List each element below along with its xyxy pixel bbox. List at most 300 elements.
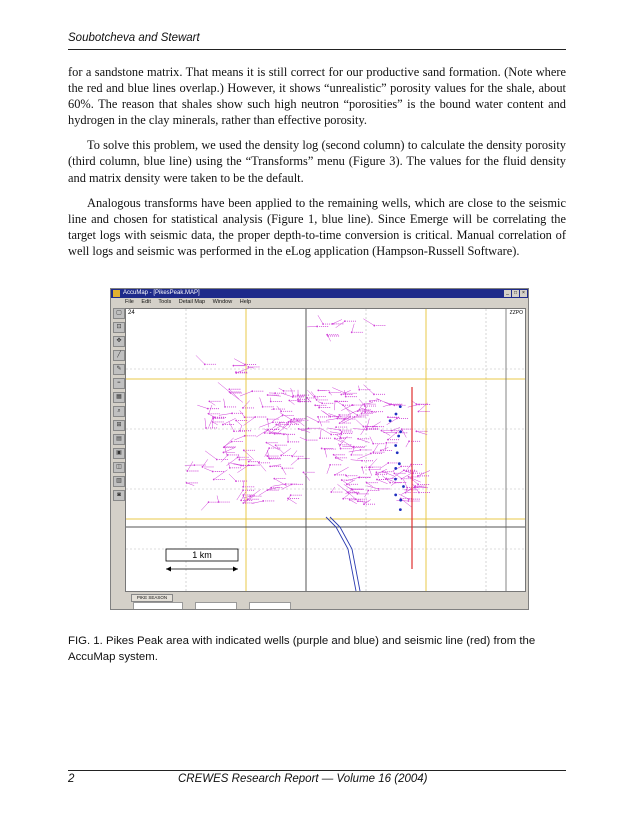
well-trajectory [259,422,273,427]
blue-well-marker [389,419,392,422]
well-trajectory [244,450,254,459]
well-marker [361,466,363,468]
well-trajectory [282,468,286,475]
well-trajectory [349,450,361,452]
well-marker [233,430,235,432]
well-trajectory [243,417,255,426]
well-marker [367,490,369,492]
well-trajectory [205,451,217,460]
well-trajectory [363,319,374,326]
well-trajectory [330,432,341,434]
well-marker [194,464,196,466]
well-trajectory [204,468,213,471]
well-marker [291,419,293,421]
well-marker [330,491,332,493]
scale-bar-label: 1 km [192,550,212,560]
well-trajectory [320,428,332,435]
well-trajectory [362,467,364,473]
well-trajectory [318,315,323,324]
well-marker [231,412,233,414]
label-tool-icon[interactable]: ▣ [113,448,125,459]
well-trajectory [291,459,299,466]
well-marker [356,414,358,416]
app-icon [113,290,120,297]
well-marker [329,416,331,418]
well-marker [329,392,331,394]
well-marker [235,371,237,373]
well-marker [358,389,360,391]
well-marker [240,500,242,502]
well-marker [418,404,420,406]
well-trajectory [292,451,297,457]
well-marker [244,364,246,366]
well-marker [390,403,392,405]
well-marker [250,495,252,497]
well-marker [268,457,270,459]
blue-well-marker [399,508,402,511]
status-field-1 [133,602,183,610]
well-marker [418,492,420,494]
title-bar [111,289,528,298]
well-trajectory [401,499,413,508]
well-marker [408,440,410,442]
well-marker [285,483,287,485]
well-trajectory [259,463,266,471]
well-trajectory [289,400,294,404]
well-trajectory [223,418,236,424]
well-marker [283,433,285,435]
pencil-tool-icon[interactable]: ✎ [113,364,125,375]
paragraph-2: To solve this problem, we used the density log (second column) to calculate the density porosity (third column, blue line) using the “Transforms” menu (Figure 3). The values for the fluid density and matrix density were taken to be the default. [68,138,566,185]
well-marker [212,471,214,473]
well-marker [306,397,308,399]
well-marker [291,483,293,485]
well-trajectory [351,460,362,461]
map-corner-number: 24 [128,310,135,316]
well-marker [262,500,264,502]
well-trajectory [370,459,377,467]
well-marker [186,470,188,472]
well-marker [235,420,237,422]
well-trajectory [370,437,373,444]
well-marker [317,421,319,423]
well-marker [396,418,398,420]
well-marker [408,498,410,500]
well-trajectory [407,464,411,469]
well-marker [406,487,408,489]
well-marker [321,402,323,404]
maximize-icon[interactable]: □ [513,290,518,296]
minimize-icon[interactable]: _ [504,290,511,297]
well-marker [283,390,285,392]
well-marker [262,406,264,408]
well-marker [340,448,342,450]
well-marker [403,469,405,471]
well-marker [344,320,346,322]
well-trajectory [282,484,292,489]
menu-window[interactable]: Window [212,299,233,305]
well-trajectory [291,388,294,396]
measure-tool-icon[interactable]: ⊞ [113,420,125,431]
well-trajectory [335,439,343,443]
well-marker [235,480,237,482]
well-trajectory [203,459,208,467]
well-marker [292,396,294,398]
well-marker [387,462,389,464]
well-marker [287,498,289,500]
well-trajectory [273,415,283,420]
zoom-indicator: ZZPO [509,310,523,316]
well-marker [359,476,361,478]
well-marker [364,405,366,407]
well-marker [349,499,351,501]
well-marker [330,434,332,436]
well-marker [274,392,276,394]
well-marker [364,403,366,405]
well-marker [361,413,363,415]
well-trajectory [326,419,337,421]
menu-tools[interactable]: Tools [158,299,172,305]
well-marker [345,396,347,398]
blue-well-marker [399,430,402,433]
well-marker [298,458,300,460]
well-marker [408,476,410,478]
well-marker [339,422,341,424]
well-marker [269,432,271,434]
well-marker [205,427,207,429]
select-tool-icon[interactable]: ▢ [113,308,125,319]
well-marker [400,465,402,467]
well-trajectory [240,425,242,431]
well-marker [339,444,341,446]
well-marker [258,462,260,464]
well-trajectory [252,501,263,504]
well-marker [279,422,281,424]
well-trajectory [383,472,394,476]
options-tool-icon[interactable]: ▥ [113,476,125,487]
well-trajectory [347,409,358,415]
well-trajectory [303,472,309,480]
well-trajectory [270,465,281,467]
pan-tool-icon[interactable]: ✥ [113,336,125,347]
well-trajectory [332,319,342,323]
journal-title: CREWES Research Report — Volume 16 (2004) [178,773,428,785]
well-marker [406,489,408,491]
print-tool-icon[interactable]: ▤ [113,434,125,445]
well-marker [351,488,353,490]
well-marker [229,388,231,390]
well-trajectory [241,492,245,501]
well-trajectory [201,502,208,510]
blue-well-marker [399,499,402,502]
well-marker [305,439,307,441]
grid-tool-icon[interactable]: ▦ [113,392,125,403]
well-marker [243,449,245,451]
well-trajectory [380,463,389,469]
blue-well-marker [402,485,405,488]
well-trajectory [350,500,357,504]
well-marker [267,489,269,491]
well-trajectory [373,444,378,452]
well-marker [293,418,295,420]
well-marker [363,503,365,505]
settings-tool-icon[interactable]: ◙ [113,490,125,501]
well-marker [314,404,316,406]
well-marker [224,406,226,408]
paragraph-3: Analogous transforms have been applied to the remaining wells, which are close to the seismic line and chosen for statistical analysis (Figure 1, blue line). Since Emerge will be correlating the target logs with seismic data, the proper depth-to-time conversion is critical. Manual correlation of well logs and seismic was performed in the eLog application (Hampson-Russell Software). [68,195,566,258]
well-marker [270,401,272,403]
well-trajectory [356,420,363,427]
well-marker [335,426,337,428]
well-marker [222,424,224,426]
well-marker [290,494,292,496]
well-marker [229,467,231,469]
well-marker [341,479,343,481]
blue-well-marker [394,493,397,496]
well-trajectory [288,498,297,503]
well-marker [266,442,268,444]
line-tool-icon[interactable]: ╱ [113,350,125,361]
well-marker [244,416,246,418]
page-number: 2 [68,773,75,785]
scale-arrow-right [233,567,238,572]
well-marker [418,411,420,413]
status-bar [111,593,528,609]
well-marker [334,438,336,440]
accumap-screenshot [110,288,529,610]
well-trajectory [248,489,261,499]
well-trajectory [385,443,386,450]
well-marker [247,498,249,500]
well-trajectory [377,480,388,484]
menu-detail-map[interactable]: Detail Map [178,299,206,305]
well-marker [414,487,416,489]
well-marker [231,441,233,443]
blue-well-marker [394,478,397,481]
well-trajectory [364,499,371,504]
well-marker [349,416,351,418]
well-marker [363,426,365,428]
well-marker [340,394,342,396]
blue-well-marker [395,413,398,416]
well-marker [317,389,319,391]
well-trajectory [406,441,409,447]
well-trajectory [336,321,345,328]
well-marker [321,448,323,450]
header-rule [68,49,566,50]
blue-well-marker [399,405,402,408]
well-marker [240,465,242,467]
well-trajectory [214,470,228,480]
blue-well-marker [398,462,401,465]
map-canvas[interactable] [125,308,526,592]
well-trajectory [320,429,321,438]
well-marker [242,502,244,504]
map-drawing [126,309,525,591]
well-marker [287,423,289,425]
well-marker [229,391,231,393]
well-trajectory [337,401,345,406]
well-marker [268,447,270,449]
well-marker [372,443,374,445]
well-marker [334,474,336,476]
well-trajectory [218,382,230,392]
well-marker [308,427,310,429]
well-trajectory [209,401,215,405]
well-trajectory [240,410,245,417]
well-trajectory [357,453,371,459]
well-trajectory [402,429,407,437]
well-marker [371,411,373,413]
well-trajectory [373,422,381,427]
well-marker [269,465,271,467]
well-marker [381,430,383,432]
well-marker [416,430,418,432]
well-marker [227,454,229,456]
well-marker [248,461,250,463]
well-trajectory [281,448,291,455]
well-trajectory [219,413,232,415]
map-toolbox [113,308,124,590]
well-marker [378,488,380,490]
well-trajectory [343,493,350,499]
well-trajectory [382,431,391,436]
river-line [330,517,360,591]
well-marker [354,416,356,418]
well-marker [275,424,277,426]
well-marker [280,455,282,457]
well-trajectory [327,465,330,474]
well-marker [242,489,244,491]
well-marker [272,421,274,423]
well-trajectory [396,500,408,501]
well-marker [342,498,344,500]
well-marker [208,501,210,503]
well-trajectory [358,439,369,443]
menu-file[interactable]: File [125,299,134,305]
layers-tool-icon[interactable]: ≡ [113,378,125,389]
well-trajectory [335,467,349,475]
well-trajectory [268,419,269,427]
well-marker [324,448,326,450]
menu-help[interactable]: Help [239,299,252,305]
well-marker [239,459,241,461]
zoom-tool-icon[interactable]: ⌕ [113,406,125,417]
well-marker [346,483,348,485]
well-trajectory [209,405,212,414]
well-marker [357,438,359,440]
well-marker [212,416,214,418]
well-marker [373,393,375,395]
well-trajectory [299,429,310,433]
well-trajectory [205,418,206,428]
well-marker [351,331,353,333]
well-marker [316,399,318,401]
well-trajectory [343,405,350,412]
well-trajectory [352,324,354,333]
well-marker [267,455,269,457]
well-marker [264,432,266,434]
status-field-2 [195,602,237,610]
well-marker [317,416,319,418]
well-marker [216,459,218,461]
well-marker [373,325,375,327]
well-marker [373,451,375,453]
well-marker [224,446,226,448]
status-field-3 [249,602,291,610]
well-trajectory [331,487,334,492]
well-marker [297,398,299,400]
well-marker [213,479,215,481]
well-marker [322,323,324,325]
well-trajectory [231,393,243,402]
well-marker [348,492,350,494]
well-marker [242,486,244,488]
well-marker [376,479,378,481]
well-marker [248,366,250,368]
well-marker [394,472,396,474]
well-marker [351,454,353,456]
well-trajectory [408,404,419,407]
blue-well-marker [394,444,397,447]
well-marker [233,365,235,367]
well-marker [267,394,269,396]
well-marker [298,428,300,430]
well-marker [275,444,277,446]
well-marker [375,473,377,475]
scale-arrow-left [166,567,171,572]
well-marker [334,400,336,402]
well-trajectory [234,436,244,440]
well-marker [385,442,387,444]
menu-edit[interactable]: Edit [141,299,151,305]
well-marker [339,414,341,416]
well-marker [360,449,362,451]
box-tool-icon[interactable]: ⊡ [113,322,125,333]
well-marker [251,390,253,392]
well-marker [267,418,269,420]
well-marker [366,482,368,484]
well-marker [341,431,343,433]
close-icon[interactable]: × [520,290,527,297]
well-marker [351,404,353,406]
well-marker [287,441,289,443]
well-marker [380,449,382,451]
paragraph-1: for a sandstone matrix. That means it is still correct for our productive sand formation. (Note where the red and blue lines overlap.) However, it shows “unrealistic” porosity values for the shale, about 60%. The reason that shales show such high neutron “porosities” is the bound water content and hydrogen in the clay minerals, rather than effective porosity. [68,65,566,128]
well-trajectory [300,437,306,440]
well-marker [361,460,363,462]
well-marker [336,418,338,420]
well-marker [207,408,209,410]
well-marker [329,464,331,466]
well-marker [369,469,371,471]
well-trajectory [217,496,219,502]
well-marker [186,482,188,484]
figure-caption: FIG. 1. Pikes Peak area with indicated wells (purple and blue) and seismic line (red) from the AccuMap system. [68,635,536,663]
well-trajectory [276,445,284,453]
well-trajectory [325,449,327,457]
well-marker [303,471,305,473]
well-marker [239,430,241,432]
well-marker [281,467,283,469]
well-marker [291,455,293,457]
status-tab[interactable]: PIKE SEASON [131,594,173,602]
layer2-tool-icon[interactable]: ◫ [113,462,125,473]
well-trajectory [212,419,213,429]
well-trajectory [388,417,399,418]
well-marker [417,484,419,486]
well-marker [237,456,239,458]
